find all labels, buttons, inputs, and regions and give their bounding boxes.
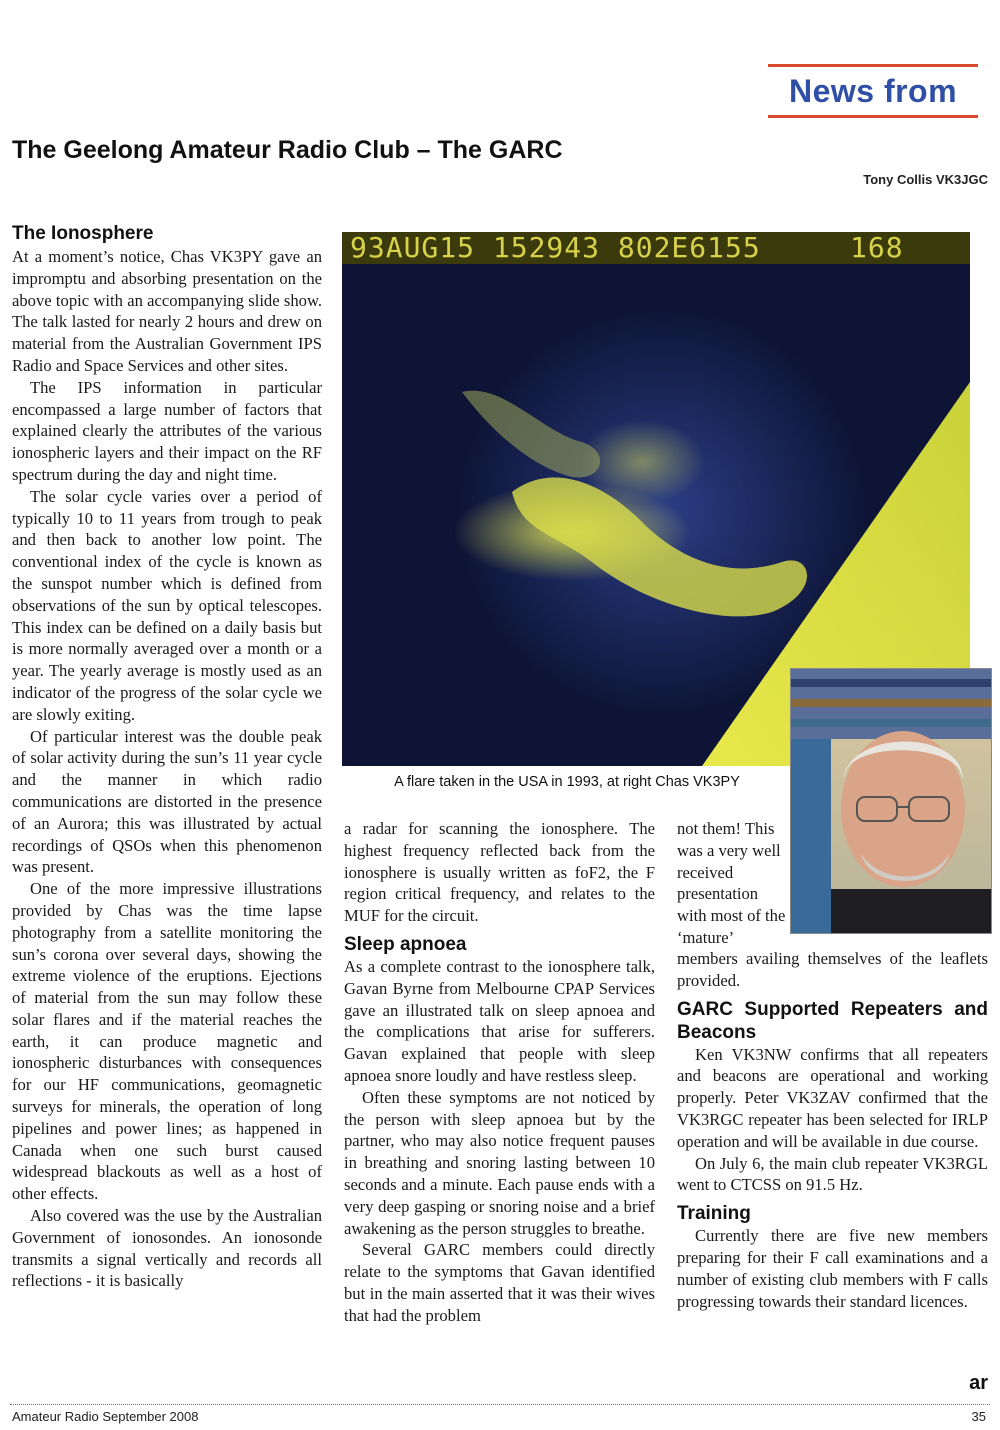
article-title: The Geelong Amateur Radio Club – The GARC: [12, 136, 563, 164]
flare-wisp: [462, 391, 600, 478]
paragraph: The IPS information in particular encompassed a large number of factors that explained clearly the attributes of the various ionospheric layers and their impact on the RF spectrum during the day and night time.: [12, 377, 322, 484]
paragraph: As a complete contrast to the ionosphere talk, Gavan Byrne from Melbourne CPAP Services gave an illustrated talk on sleep apnoea and the complications that arise for sufferers. Gavan explained that people with sleep apnoea snore loudly and have restless sleep.: [344, 956, 655, 1085]
paragraph: Often these symptoms are not noticed by the person with sleep apnoea but by the partner, who may also notice frequent pauses in breathing and snoring lasting between 10 seconds and a minute. Each pause ends with a very deep gasping or snoring noise and a brief awakening as the person struggles to breathe.: [344, 1087, 655, 1238]
column-2: [344, 818, 655, 1327]
paragraph: Also covered was the use by the Australian Government of ionosondes. An ionosonde transmits a signal vertically and records all reflections - it is basically: [12, 1206, 322, 1291]
paragraph: On July 6, the main club repeater VK3RGL went to CTCSS on 91.5 Hz.: [677, 1153, 988, 1195]
paragraph: At a moment’s notice, Chas VK3PY gave an impromptu and absorbing presentation on the above topic with an accompanying slide show. The talk lasted for nearly 2 hours and drew on material from the Australian Government IPS Radio and Space Services and other sites.: [12, 247, 322, 375]
heading-training: Training: [677, 1203, 751, 1225]
photo-caption: A flare taken in the USA in 1993, at right Chas VK3PY: [394, 774, 740, 790]
paragraph: Of particular interest was the double peak of solar activity during the sun’s 11 year cycle and the manner in which radio communications are distorted in the presence of an Aurora; this was illustrated by actual recordings of QSOs when this phenomenon was present.: [12, 726, 322, 877]
paragraph: The solar cycle varies over a period of typically 10 to 11 years from trough to peak and then back to another low point. The conventional index of the cycle is known as the sunspot number which is defined from observations of the sun by optical telescopes. This index can be defined on a daily basis but is more normally averaged over a month or a year. The yearly average is mostly used as an indicator of the progress of the solar cycle we are slowly exiting.: [12, 486, 322, 724]
paragraph: Several GARC members could directly relate to the symptoms that Gavan identified but in the main asserted that it was their wives that had the problem: [344, 1240, 655, 1325]
portrait-photo: [790, 668, 992, 934]
portrait-graphic: [791, 669, 991, 933]
heading-ionosphere: The Ionosphere: [12, 223, 154, 244]
column-3-narrow: [677, 818, 787, 949]
heading-sleep-apnoea: Sleep apnoea: [344, 933, 467, 955]
paragraph: a radar for scanning the ionosphere. The highest frequency reflected back from the ionosphere is usually written as foF2, the F region critical frequency, and relates to the MUF for the circuit.: [344, 819, 655, 926]
footer-divider: [10, 1404, 990, 1405]
paragraph: not them! This was a very well received presentation with most of the ‘mature’: [677, 819, 786, 947]
footer-publication: Amateur Radio September 2008: [12, 1409, 199, 1424]
page-number: 35: [971, 1409, 986, 1424]
paragraph: Ken VK3NW confirms that all repeaters and beacons are operational and working properly. Peter VK3ZAV confirmed that the VK3RGC repeater has been selected for IRLP operation and will be available in due course.: [677, 1044, 988, 1151]
section-label: News from: [768, 64, 978, 118]
article-author: Tony Collis VK3JGC: [863, 172, 988, 187]
heading-repeaters: GARC Supported Repeaters and Beacons: [677, 998, 988, 1043]
ar-logo: ar: [969, 1372, 988, 1394]
flare-plume: [512, 478, 807, 617]
column-3: [677, 948, 988, 1312]
column-1: [12, 222, 322, 1292]
photo-timestamp: 93AUG15 152943 802E6155 168: [342, 232, 970, 264]
paragraph: Currently there are five new members preparing for their F call examinations and a number of existing club members with F calls progressing towards their standard licences.: [677, 1226, 988, 1311]
paragraph: members availing themselves of the leaflets provided.: [677, 949, 988, 990]
paragraph: One of the more impressive illustrations provided by Chas was the time lapse photography from a satellite monitoring the sun’s corona over several days, showing the extreme violence of the eruptions. Ejections of material from the sun may follow these solar flares and if the material reaches the earth, it can produce magnetic and ionospheric disturbances with consequences for our HF communications, geomagnetic surveys for minerals, the operation of long pipelines and power lines; as happened in Canada when one such burst caused widespread blackouts as well as a host of other effects.: [12, 879, 322, 1204]
